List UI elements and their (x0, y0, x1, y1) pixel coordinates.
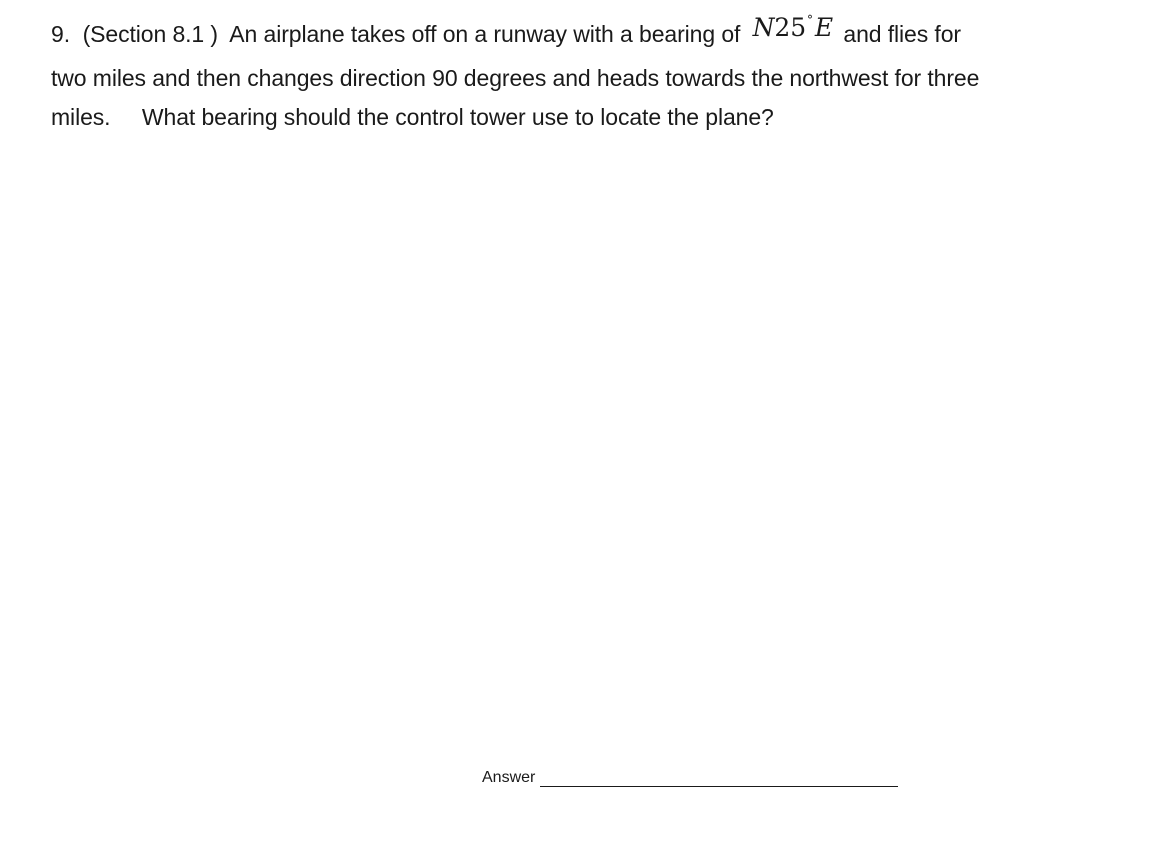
question-block (51, 14, 1111, 138)
question-text-part-1: An airplane takes off on a runway with a bearing of (229, 21, 741, 47)
bearing-east: E (814, 13, 834, 42)
question-prompt: What bearing should the control tower use to locate the plane? (141, 104, 774, 130)
bearing-expression (753, 8, 833, 53)
answer-area (482, 768, 898, 787)
degree-symbol: ° (807, 13, 813, 27)
bearing-north: N (752, 13, 775, 42)
question-line-2: two miles and then changes direction 90 degrees and heads towards the northwest for three (51, 64, 980, 91)
question-text-miles: miles. (51, 104, 111, 130)
answer-label: Answer (482, 769, 536, 786)
answer-blank-line[interactable] (540, 768, 898, 787)
section-reference: (Section 8.1 ) (82, 21, 218, 47)
question-line-3 (51, 98, 1111, 138)
question-line-1 (51, 14, 1111, 59)
bearing-degrees: 25 (774, 13, 807, 42)
question-text-part-2: and flies for (843, 21, 961, 47)
question-number: 9. (51, 21, 70, 47)
